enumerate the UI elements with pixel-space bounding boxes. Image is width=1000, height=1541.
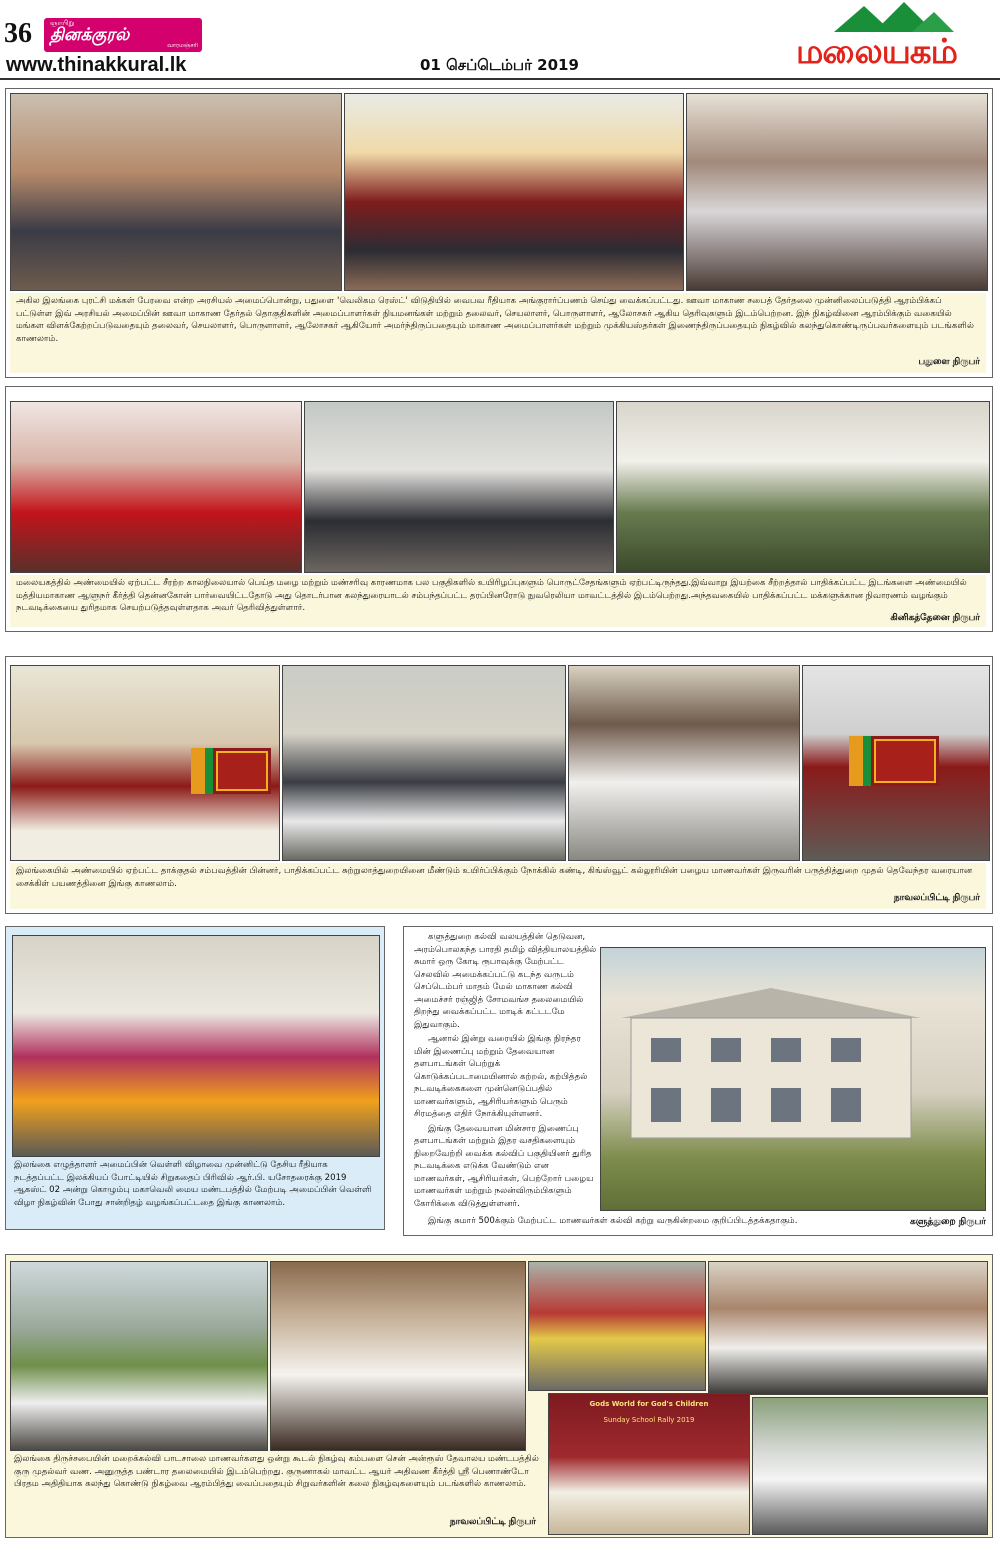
photo-governor-walk xyxy=(304,401,614,573)
masthead xyxy=(0,0,1000,80)
caption-box-2 xyxy=(10,575,986,627)
photo-stage-dance xyxy=(548,1393,750,1535)
page-number: 36 xyxy=(4,18,32,49)
banner-subtitle: Sunday School Rally 2019 xyxy=(603,1416,695,1424)
flag-icon xyxy=(191,748,271,794)
photo-audience xyxy=(686,93,988,291)
story-panel-4 xyxy=(5,926,385,1230)
photo-meeting-room xyxy=(10,401,302,573)
story-caption: இலங்கை எழுத்தாளர் அமைப்பின் வெள்ளி விழாவை முன்னிட்டு தேசிய ரீதியாக நடத்தப்பட்ட இலக்கியப் போட்டியில் சிறுகதைப் பிரிவில் ஆர்.பி. யசோதரைக்கு 2019 ஆகஸ்ட் 02 அன்று கொழும்பு மகாவெலி மைய மண்டபத்தில் மேற்படி அமைப்பின் வெள்ளி விழா நிகழ்வின் போது சான்றிதழ் வழங்கப்பட்டதை இங்கு காணலாம். xyxy=(14,1160,372,1208)
photo-lamp-lighting xyxy=(10,93,342,291)
photo-flag-hoisting xyxy=(10,1261,268,1451)
brand-tag-bottom: வாரமஞ்சரி xyxy=(167,42,198,49)
brand-logo xyxy=(44,18,202,52)
flag-icon xyxy=(849,736,939,786)
story-caption: இலங்கையில் அண்மையில் ஏற்பட்ட தாக்குதல் சம்பவத்தின் பின்னர், பாதிக்கப்பட்ட சுற்றுலாத்துறையினை மீண்டும் உயிர்ப்பிக்கும் நோக்கில் கண்டி, கிங்ஸ்வூட் கல்லூரியின் பழைய மாணவர்கள் இருவரின் பருத்தித்துறை முதல் தெவேந்தர வரையான சைக்கிள் பயணத்தினை இங்கு காணலாம். xyxy=(16,866,973,889)
photo-children-procession xyxy=(270,1261,526,1451)
website-url[interactable]: www.thinakkural.lk xyxy=(6,54,187,76)
story-caption: மலையகத்தில் அண்மையில் ஏற்பட்ட சீரற்ற காலநிலையால் பெய்த மழை மற்றும் மண்சரிவு காரணமாக பல பகுதிகளில் உயிரிழப்புகளும் பொருட்சேதங்களும் ஏற்பட்டிருந்தது.இவ்வாறு இயற்கை சீற்றத்தால் பாதிக்கப்பட்ட இடங்களை அண்மையில் மத்தியமாகாண ஆளுநர் கீர்த்தி தென்னகோன் பார்வையிட்டதோடு அது தொடர்பான கலந்துரையாடல் சம்பந்தப்பட்ட தரப்பினரோடு நுவரெலியா மாவட்டத்தில் இடம்பெற்றது.அந்தவகையில் பாதிக்கப்பட்ட மக்களுக்கான நிவாரணம் வழங்கும் நடவடிக்கையை துரிதமாக செயற்படுத்தவுள்ளதாக அவர் தெரிவித்துள்ளார். xyxy=(16,578,967,613)
story-panel-6 xyxy=(5,1254,993,1538)
feature-text xyxy=(414,931,598,1210)
photo-handshake xyxy=(282,665,566,861)
banner-title: Gods World for God's Children xyxy=(589,1400,709,1408)
photo-cyclists-flag xyxy=(802,665,990,861)
brand-name: தினக்குரல் xyxy=(50,25,130,45)
photo-cyclists-medals xyxy=(568,665,800,861)
feature-paragraph-last: இங்கு சுமார் 500க்கும் மேற்பட்ட மாணவர்கள் கல்வி கற்று வருகின்றமை குறிப்பிடத்தக்கதாகும். xyxy=(428,1216,798,1226)
story-credit: பதுளை நிருபர் xyxy=(918,357,980,367)
building-icon xyxy=(621,988,921,1148)
photo-stage-officials xyxy=(344,93,684,291)
section-logo xyxy=(796,0,996,80)
story-credit: கினிகத்தேனை நிருபர் xyxy=(890,613,980,623)
caption-box-1 xyxy=(10,293,986,373)
section-logo-text: மலையகம் xyxy=(796,32,958,72)
caption-box-3 xyxy=(10,863,986,909)
story-panel-1 xyxy=(5,88,993,378)
brand-tag-top: ஞாயிறு xyxy=(50,19,75,27)
story-panel-5 xyxy=(403,926,993,1236)
issue-date: 01 செப்டெம்பர் 2019 xyxy=(420,56,579,74)
photo-office-flag xyxy=(10,665,280,861)
photo-band-parade xyxy=(528,1261,706,1391)
story-credit: நாவலப்பிட்டி நிருபர் xyxy=(449,1517,536,1527)
photo-street-walk xyxy=(752,1397,988,1535)
mountain-icon xyxy=(834,2,954,32)
photo-award-ceremony xyxy=(12,935,380,1157)
story-credit: களுத்துறை நிருபர் xyxy=(909,1217,986,1227)
photo-hall-audience xyxy=(708,1261,988,1395)
story-panel-3 xyxy=(5,656,993,914)
photo-school-building xyxy=(600,947,986,1211)
story-caption: இலங்கை திருச்சபையின் மறைக்கல்வி பாடசாலை மாணவர்களது ஒன்று கூடல் நிகழ்வு கம்பளை சென் அன்ரூஸ் தேவாலய மண்டபத்தில் குரு முதல்வர் வண. அனுருத்த பண்டார தலைமையில் இடம்பெற்றது. குருணாகல் மாவட்ட ஆயர் அதிவண கீர்த்தி ஸ்ரீ பெணாண்டோ பிரதம அதிதியாக கலந்து கொண்டு நிகழ்வை ஆரம்பித்து வைப்பதையும் சிறுவர்களின் கலை நிகழ்வுகளையும் படங்களில் காணலாம். xyxy=(14,1454,539,1489)
feature-paragraph: களுத்துறை கல்வி வலயத்தின் தெடுவன, அரம்பொலகந்த பாரதி தமிழ் வித்தியாலயத்தில் சுமார் ஒரு கோடி ரூபாவுக்கு மேற்பட்ட செலவில் அமைக்கப்பட்டு கடந்த வருடம் செப்டெம்பர் மாதம் மேல் மாகாண கல்வி அமைச்சர் ரஞ்ஜித் சோமவங்ச தலைமையில் திறந்து வைக்கப்பட்ட மாடிக் கட்டடமே இதுவாகும். xyxy=(414,932,597,1030)
story-panel-2 xyxy=(5,386,993,632)
story-caption: அகில இலங்கை புரட்சி மக்கள் பேரவை என்ற அரசியல் அமைப்பொன்று, பதுளை 'வெலிகம ரெஸ்ட்' விடுதியில் வைபவ ரீதியாக அங்குரார்ப்பணம் செய்து வைக்கப்பட்டது. ஊவா மாகாண சபைத் தேர்தலை முன்னிலைப்படுத்தி ஆரம்பிக்கப் பட்டுள்ள இவ் அரசியல் அமைப்பின் ஊவா மாகாண தேர்தல் தொகுதிகளின் அமைப்பாளர்கள் நியமனங்கள் மற்றும் தலைவர், செயலாளர், பொருளாளர், ஆலோசகர் ஆகிய தெரிவுகளும் இடம்பெற்றன. இந் நிகழ்வினை ஆரம்பிக்கும் வகையில் மங்கள விளக்கேற்றப்படுவதையும் தலைவர், செயலாளர், பொருளாளர், ஆலோசகர் ஆகியோர் அமர்ந்திருப்பதையும் மாகாண அமைப்பாளர்கள் மற்றும் முக்கியஸ்தர்கள் இணைந்திருப்பதையும் நிகழ்வில் கலந்துகொண்டிருப்பவர்களையும் படங்களில் காணலாம். xyxy=(16,296,975,344)
header-rule xyxy=(0,78,1000,80)
feature-paragraph: ஆனால் இன்று வரையில் இங்கு நிரந்தர மின் இணைப்பு மற்றும் தேவையான தளபாடங்கள் பெற்றுக் கொடுக்கப்படாமையினால் கற்றல், கற்பித்தல் நடவடிக்கைகளை முன்னெடுப்பதில் மாணவர்களும், ஆசிரியர்களும் பெரும் சிரமத்தை எதிர் நோக்கியுள்ளனர். xyxy=(414,1034,588,1119)
story-credit: நாவலப்பிட்டி நிருபர் xyxy=(893,893,980,903)
feature-paragraph: இங்கு தேவையான மின்சார இணைப்பு தளபாடங்கள் மற்றும் இதர வசதிகளையும் நிறைவேற்றி வைக்க கல்விப் பகுதியினர் துரித நடவடிக்கை எடுக்க வேண்டும் என மாணவர்கள், ஆசிரியர்கள், பெற்றோர் பழைய மாணவர்கள் மற்றும் நலன்விரும்பிகளும் கோரிக்கை விடுத்துள்ளனர். xyxy=(414,1123,594,1209)
photo-site-inspection xyxy=(616,401,990,573)
